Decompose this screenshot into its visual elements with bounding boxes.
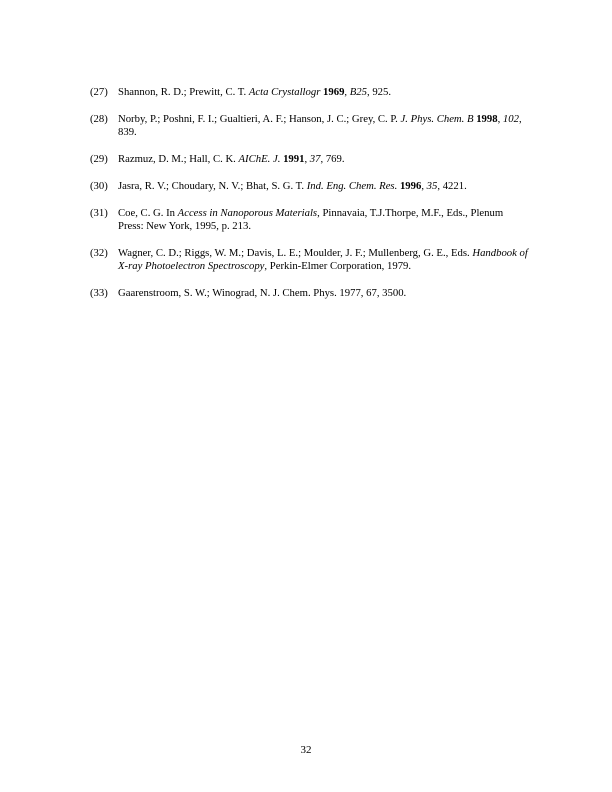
reference-segment: Ind. Eng. Chem. Res.	[306, 180, 398, 192]
page-number: 32	[300, 744, 312, 756]
reference-segment: Acta Crystallogr	[248, 86, 321, 98]
reference-segment: , 925.	[366, 86, 392, 98]
reference-item	[90, 287, 530, 300]
reference-segment: , 4221.	[437, 180, 467, 192]
reference-number: (27)	[90, 86, 108, 98]
reference-segment: B25	[349, 86, 367, 98]
reference-text	[118, 180, 467, 192]
reference-text	[118, 287, 406, 299]
reference-segment: Coe, C. G. In	[118, 207, 178, 219]
reference-number: (30)	[90, 180, 108, 192]
reference-segment: 1991	[283, 153, 305, 165]
reference-segment: 1996	[399, 180, 422, 192]
reference-segment: ,	[421, 180, 427, 192]
reference-segment: 102	[502, 113, 519, 125]
reference-text	[118, 247, 528, 272]
reference-segment: Shannon, R. D.; Prewitt, C. T.	[118, 86, 249, 98]
reference-text	[118, 207, 503, 232]
reference-segment: , 839.	[118, 113, 522, 138]
reference-segment: , Pinnavaia, T.J.Thorpe, M.F., Eds., Plenum Press: New York, 1995, p. 213.	[118, 207, 504, 232]
reference-segment: J. Phys. Chem.	[400, 113, 465, 125]
reference-segment: ,	[497, 113, 503, 125]
reference-segment: 1998	[476, 113, 498, 125]
reference-segment: ,	[344, 86, 350, 98]
reference-segment: , Perkin-Elmer Corporation, 1979.	[264, 260, 412, 272]
reference-segment: 35	[426, 180, 438, 192]
reference-segment: ,	[304, 153, 310, 165]
reference-item	[90, 207, 530, 233]
reference-text	[118, 86, 391, 98]
reference-item	[90, 86, 530, 99]
reference-segment: , 769.	[320, 153, 345, 165]
reference-segment: Wagner, C. D.; Riggs, W. M.; Davis, L. E.; Moulder, J. F.; Mullenberg, G. E., Eds.	[118, 247, 473, 259]
reference-segment: 37	[309, 153, 321, 165]
reference-segment: Norby, P.; Poshni, F. I.; Gualtieri, A. F.; Hanson, J. C.; Grey, C. P.	[118, 113, 401, 125]
reference-segment: Handbook of X-ray Photoelectron Spectroscopy	[118, 247, 528, 272]
reference-segment: AIChE. J.	[238, 153, 281, 165]
reference-number: (29)	[90, 153, 108, 165]
reference-item	[90, 113, 530, 139]
reference-text	[118, 153, 345, 165]
reference-segment: 1969	[323, 86, 345, 98]
reference-number: (32)	[90, 247, 108, 259]
reference-item	[90, 247, 530, 273]
reference-item	[90, 180, 530, 193]
reference-segment: Access in Nanoporous Materials	[177, 207, 318, 219]
reference-segment: Jasra, R. V.; Choudary, N. V.; Bhat, S. G. T.	[118, 180, 307, 192]
reference-list	[90, 86, 530, 314]
reference-number: (28)	[90, 113, 108, 125]
reference-segment: B	[467, 113, 474, 125]
reference-number: (31)	[90, 207, 108, 219]
reference-text	[118, 113, 522, 138]
reference-segment: Gaarenstroom, S. W.; Winograd, N. J. Chem. Phys. 1977, 67, 3500.	[118, 287, 407, 299]
reference-segment: Razmuz, D. M.; Hall, C. K.	[118, 153, 239, 165]
reference-item	[90, 153, 530, 166]
reference-number: (33)	[90, 287, 108, 299]
